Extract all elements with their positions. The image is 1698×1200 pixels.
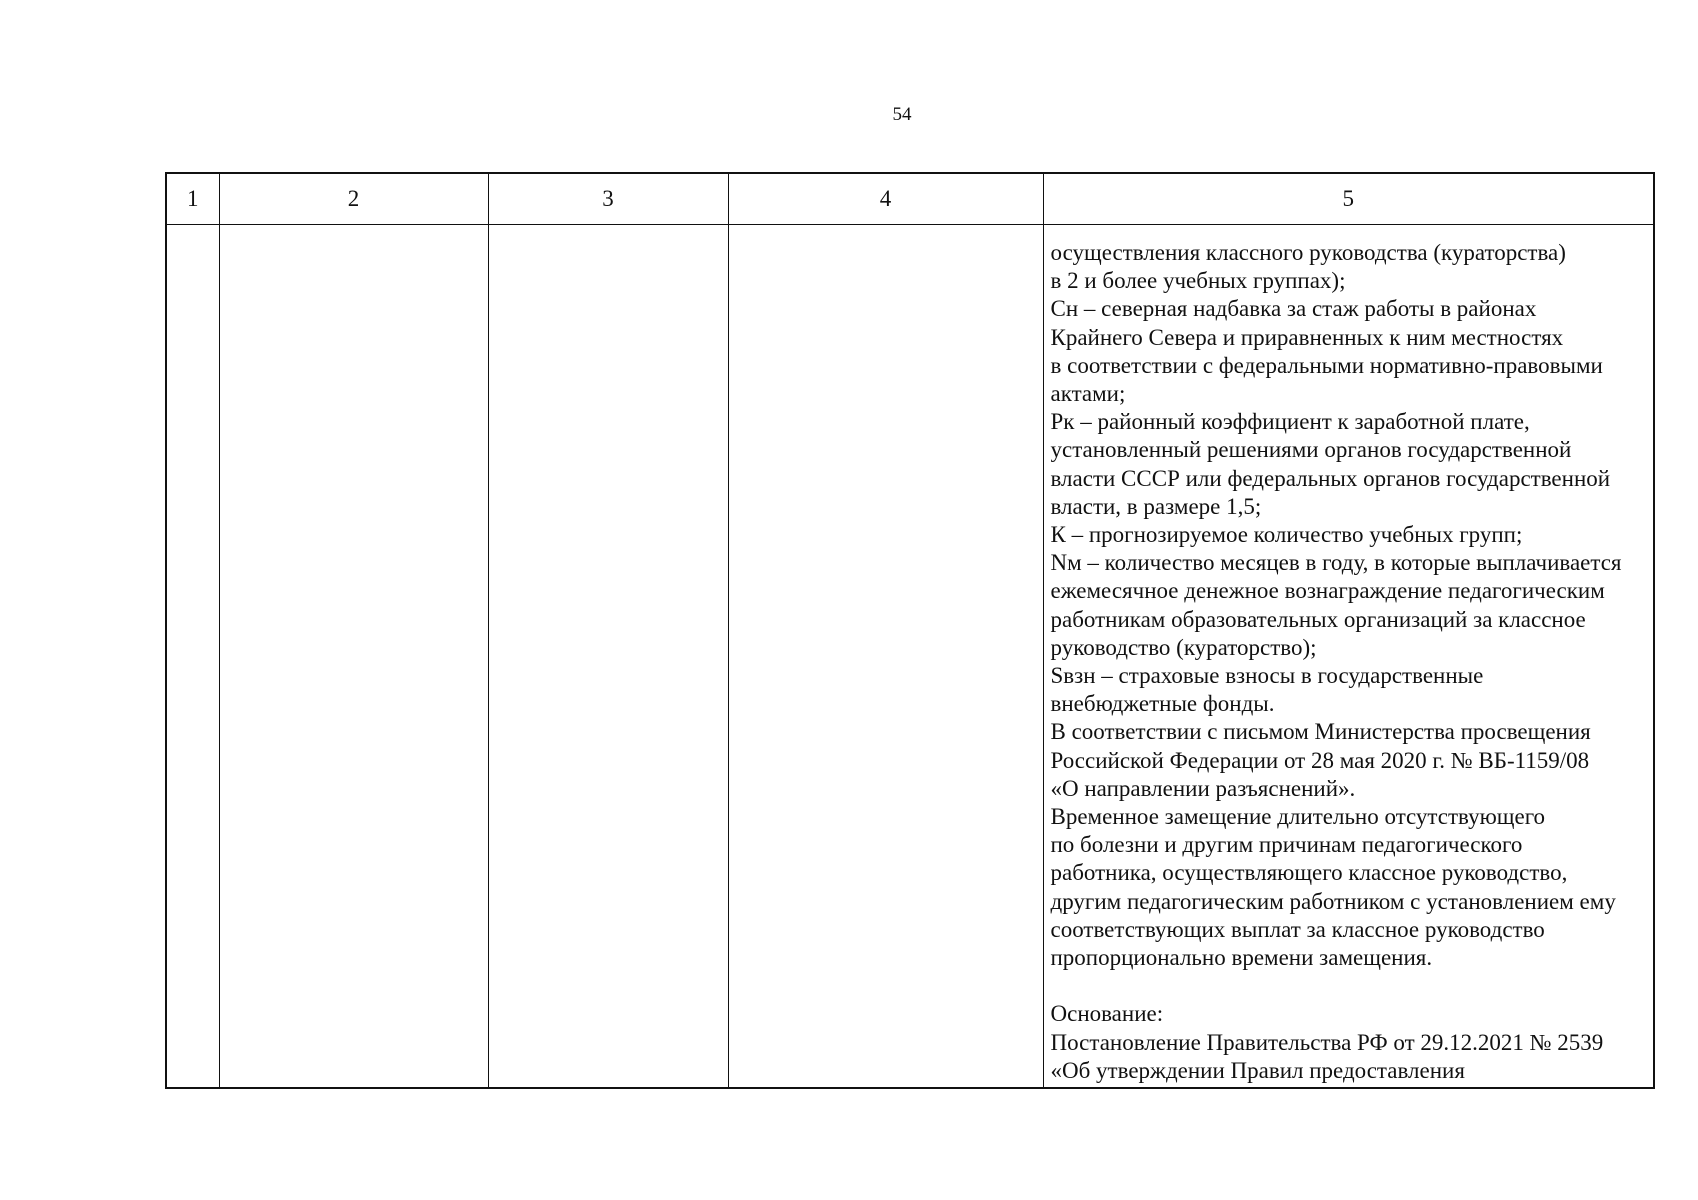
column-header-5: 5	[1043, 173, 1654, 225]
text-line: Крайнего Севера и приравненных к ним местностях	[1050, 324, 1564, 350]
cell-column-4	[728, 225, 1043, 1089]
text-line: работника, осуществляющего классное руководство,	[1050, 860, 1568, 886]
text-line: в соответствии с федеральными нормативно-правовыми	[1050, 352, 1603, 378]
text-line: В соответствии с письмом Министерства просвещения	[1050, 719, 1591, 745]
text-line: власти, в размере 1,5;	[1050, 493, 1262, 519]
cell-column-3	[488, 225, 728, 1089]
text-line: установленный решениями органов государственной	[1050, 437, 1572, 463]
text-line: «Об утверждении Правил предоставления	[1050, 1057, 1465, 1083]
column-header-2: 2	[219, 173, 488, 225]
text-line: осуществления классного руководства (кураторства)	[1050, 240, 1566, 265]
table-header-row	[166, 173, 1654, 225]
text-line: по болезни и другим причинам педагогического	[1050, 832, 1523, 858]
text-line: ежемесячное денежное вознаграждение педагогическим	[1050, 578, 1605, 604]
text-line: руководство (кураторство);	[1050, 634, 1317, 660]
text-line: Российской Федерации от 28 мая 2020 г. № ВБ-1159/08	[1050, 747, 1590, 773]
text-line: Основание:	[1050, 1001, 1164, 1027]
text-line: другим педагогическим работником с установлением ему	[1050, 888, 1616, 914]
document-table	[165, 172, 1655, 1089]
text-line: Рк – районный коэффициент к заработной плате,	[1050, 409, 1530, 435]
cell-column-1	[166, 225, 219, 1089]
text-line: «О направлении разъяснений».	[1050, 775, 1356, 801]
column-5-text	[1044, 225, 1654, 1085]
text-line: соответствующих выплат за классное руководство	[1050, 916, 1545, 942]
page-number: 54	[892, 104, 912, 125]
text-line: власти СССР или федеральных органов государственной	[1050, 465, 1611, 491]
text-line: Постановление Правительства РФ от 29.12.2021 № 2539	[1050, 1029, 1604, 1055]
text-line: в 2 и более учебных группах);	[1050, 268, 1346, 294]
text-line: работникам образовательных организаций за классное	[1050, 606, 1586, 632]
cell-column-5	[1043, 225, 1654, 1089]
column-header-3: 3	[488, 173, 728, 225]
text-line: актами;	[1050, 381, 1126, 407]
text-line: К – прогнозируемое количество учебных групп;	[1050, 522, 1523, 548]
text-line	[1051, 972, 1648, 1000]
text-line: Sвзн – страховые взносы в государственные	[1050, 663, 1484, 689]
column-header-1: 1	[166, 173, 219, 225]
text-line: пропорционально времени замещения.	[1050, 945, 1433, 971]
text-line: внебюджетные фонды.	[1050, 691, 1275, 717]
text-line: Временное замещение длительно отсутствующего	[1050, 804, 1546, 830]
text-line: Nм – количество месяцев в году, в которые выплачивается	[1050, 550, 1622, 576]
column-header-4: 4	[728, 173, 1043, 225]
table-row	[166, 225, 1654, 1089]
cell-column-2	[219, 225, 488, 1089]
text-line: Сн – северная надбавка за стаж работы в районах	[1050, 296, 1537, 322]
